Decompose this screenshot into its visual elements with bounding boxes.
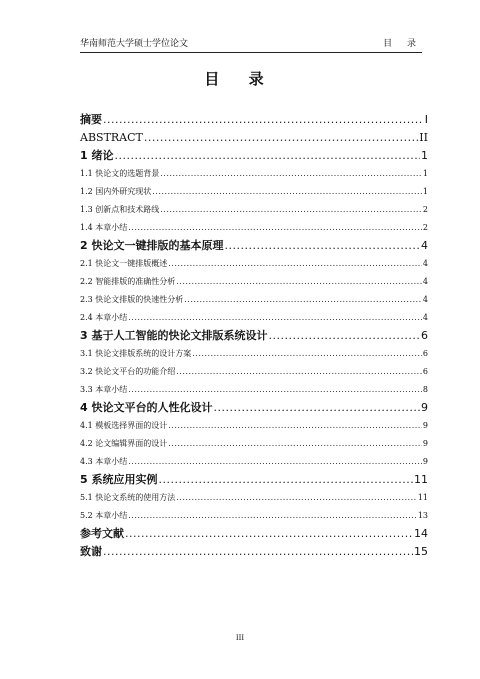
toc-section-entry[interactable] xyxy=(80,255,428,273)
toc-entry-page: 9 xyxy=(421,401,428,414)
toc-chapter-entry[interactable] xyxy=(80,471,428,489)
toc-dot-leader xyxy=(268,327,420,345)
toc-section-entry[interactable] xyxy=(80,345,428,363)
toc-dot-leader xyxy=(103,543,413,561)
toc-dot-leader xyxy=(144,129,418,147)
toc-entry-page: 13 xyxy=(417,511,428,520)
toc-entry-title: 3.1 快论文排版系统的设计方案 xyxy=(80,349,192,358)
toc-dot-leader xyxy=(160,201,422,219)
page-title: 目 录 xyxy=(204,70,276,88)
toc-dot-leader xyxy=(176,273,422,291)
toc-entry-title: 5.2 本章小结 xyxy=(80,511,128,520)
toc-dot-leader xyxy=(184,291,422,309)
toc-entry-page: 4 xyxy=(421,239,428,252)
toc-entry-page: 9 xyxy=(422,421,428,430)
toc-entry-page: 11 xyxy=(417,493,428,502)
toc-entry-page: 11 xyxy=(414,473,428,486)
toc-section-entry[interactable] xyxy=(80,201,428,219)
toc-dot-leader xyxy=(114,147,420,165)
toc-entry-page: I xyxy=(424,113,428,126)
toc-dot-leader xyxy=(168,435,422,453)
toc-chapter-entry[interactable] xyxy=(80,237,428,255)
toc-entry-title: 2 快论文一键排版的基本原理 xyxy=(80,239,224,252)
toc-section-entry[interactable] xyxy=(80,273,428,291)
toc-dot-leader xyxy=(168,417,422,435)
page-number: III xyxy=(235,634,245,642)
toc-entry-title: 3.2 快论文平台的功能介绍 xyxy=(80,367,176,376)
toc-entry-title: 1.4 本章小结 xyxy=(80,223,128,232)
toc-section-entry[interactable] xyxy=(80,165,428,183)
toc-entry-page: 6 xyxy=(422,349,428,358)
toc-dot-leader xyxy=(128,507,417,525)
toc-entry-page: 4 xyxy=(422,295,428,304)
toc-section-entry[interactable] xyxy=(80,381,428,399)
toc-dot-leader xyxy=(128,453,422,471)
toc-entry-title: 1.2 国内外研究现状 xyxy=(80,187,152,196)
toc-entry-page: 4 xyxy=(422,259,428,268)
toc-entry-title: 摘要 xyxy=(80,113,102,126)
toc-section-entry[interactable] xyxy=(80,453,428,471)
toc-entry-page: 6 xyxy=(422,367,428,376)
toc-dot-leader xyxy=(192,345,422,363)
toc-entry-title: 2.2 智能排版的准确性分析 xyxy=(80,277,176,286)
toc-entry-page: II xyxy=(419,131,428,144)
toc-chapter-entry[interactable] xyxy=(80,111,428,129)
toc-entry-page: 8 xyxy=(422,385,428,394)
toc-entry-title: 2.4 本章小结 xyxy=(80,313,128,322)
toc-entry-page: 2 xyxy=(422,205,428,214)
running-header xyxy=(80,37,422,53)
toc-entry-title: 3 基于人工智能的快论文排版系统设计 xyxy=(80,329,268,342)
toc-entry-title: 1.1 快论文的选题背景 xyxy=(80,169,160,178)
toc-entry-page: 15 xyxy=(414,545,428,558)
toc-entry-title: 4.1 模板选择界面的设计 xyxy=(80,421,168,430)
toc-entry-page: 6 xyxy=(421,329,428,342)
toc-entry-page: 1 xyxy=(421,149,428,162)
toc-section-entry[interactable] xyxy=(80,417,428,435)
toc-dot-leader xyxy=(158,471,413,489)
toc-entry-title: 致谢 xyxy=(80,545,102,558)
toc-entry-title: 1.3 创新点和技术路线 xyxy=(80,205,160,214)
toc-chapter-entry[interactable] xyxy=(80,327,428,345)
toc-dot-leader xyxy=(128,309,422,327)
toc-entry-title: ABSTRACT xyxy=(80,131,143,144)
toc-dot-leader xyxy=(152,183,422,201)
toc-entry-page: 1 xyxy=(422,187,428,196)
toc-entry-title: 3.3 本章小结 xyxy=(80,385,128,394)
toc-section-entry[interactable] xyxy=(80,291,428,309)
toc-chapter-entry[interactable] xyxy=(80,399,428,417)
toc-entry-page: 4 xyxy=(422,313,428,322)
toc-section-entry[interactable] xyxy=(80,435,428,453)
toc-chapter-entry[interactable] xyxy=(80,543,428,561)
toc-dot-leader xyxy=(176,489,417,507)
toc-entry-title: 2.3 快论文排版的快速性分析 xyxy=(80,295,184,304)
toc-entry-page: 9 xyxy=(422,457,428,466)
toc-entry-title: 参考文献 xyxy=(80,527,124,540)
toc-entry-title: 4.2 论文编辑界面的设计 xyxy=(80,439,168,448)
toc-dot-leader xyxy=(128,219,422,237)
header-university-title: 华南师范大学硕士学位论文 xyxy=(80,39,189,49)
toc-entry-title: 5.1 快论文系统的使用方法 xyxy=(80,493,176,502)
toc-section-entry[interactable] xyxy=(80,363,428,381)
toc-entry-title: 4.3 本章小结 xyxy=(80,457,128,466)
toc-dot-leader xyxy=(176,363,422,381)
table-of-contents xyxy=(80,111,428,561)
toc-entry-page: 4 xyxy=(422,277,428,286)
toc-entry-page: 9 xyxy=(422,439,428,448)
toc-entry-page: 2 xyxy=(422,223,428,232)
toc-section-entry[interactable] xyxy=(80,507,428,525)
toc-entry-title: 1 绪论 xyxy=(80,149,114,162)
header-section-title: 目 录 xyxy=(383,39,422,49)
toc-dot-leader xyxy=(168,255,422,273)
toc-section-entry[interactable] xyxy=(80,183,428,201)
toc-chapter-entry[interactable] xyxy=(80,147,428,165)
toc-dot-leader xyxy=(125,525,413,543)
toc-dot-leader xyxy=(213,399,420,417)
toc-section-entry[interactable] xyxy=(80,489,428,507)
toc-dot-leader xyxy=(160,165,422,183)
toc-chapter-entry[interactable] xyxy=(80,129,428,147)
toc-entry-page: 1 xyxy=(422,169,428,178)
toc-dot-leader xyxy=(128,381,422,399)
toc-entry-page: 14 xyxy=(414,527,428,540)
toc-entry-title: 5 系统应用实例 xyxy=(80,473,158,486)
toc-section-entry[interactable] xyxy=(80,219,428,237)
toc-section-entry[interactable] xyxy=(80,309,428,327)
toc-dot-leader xyxy=(103,111,424,129)
toc-chapter-entry[interactable] xyxy=(80,525,428,543)
toc-dot-leader xyxy=(224,237,420,255)
toc-entry-title: 2.1 快论文一键排版概述 xyxy=(80,259,168,268)
toc-entry-title: 4 快论文平台的人性化设计 xyxy=(80,401,213,414)
